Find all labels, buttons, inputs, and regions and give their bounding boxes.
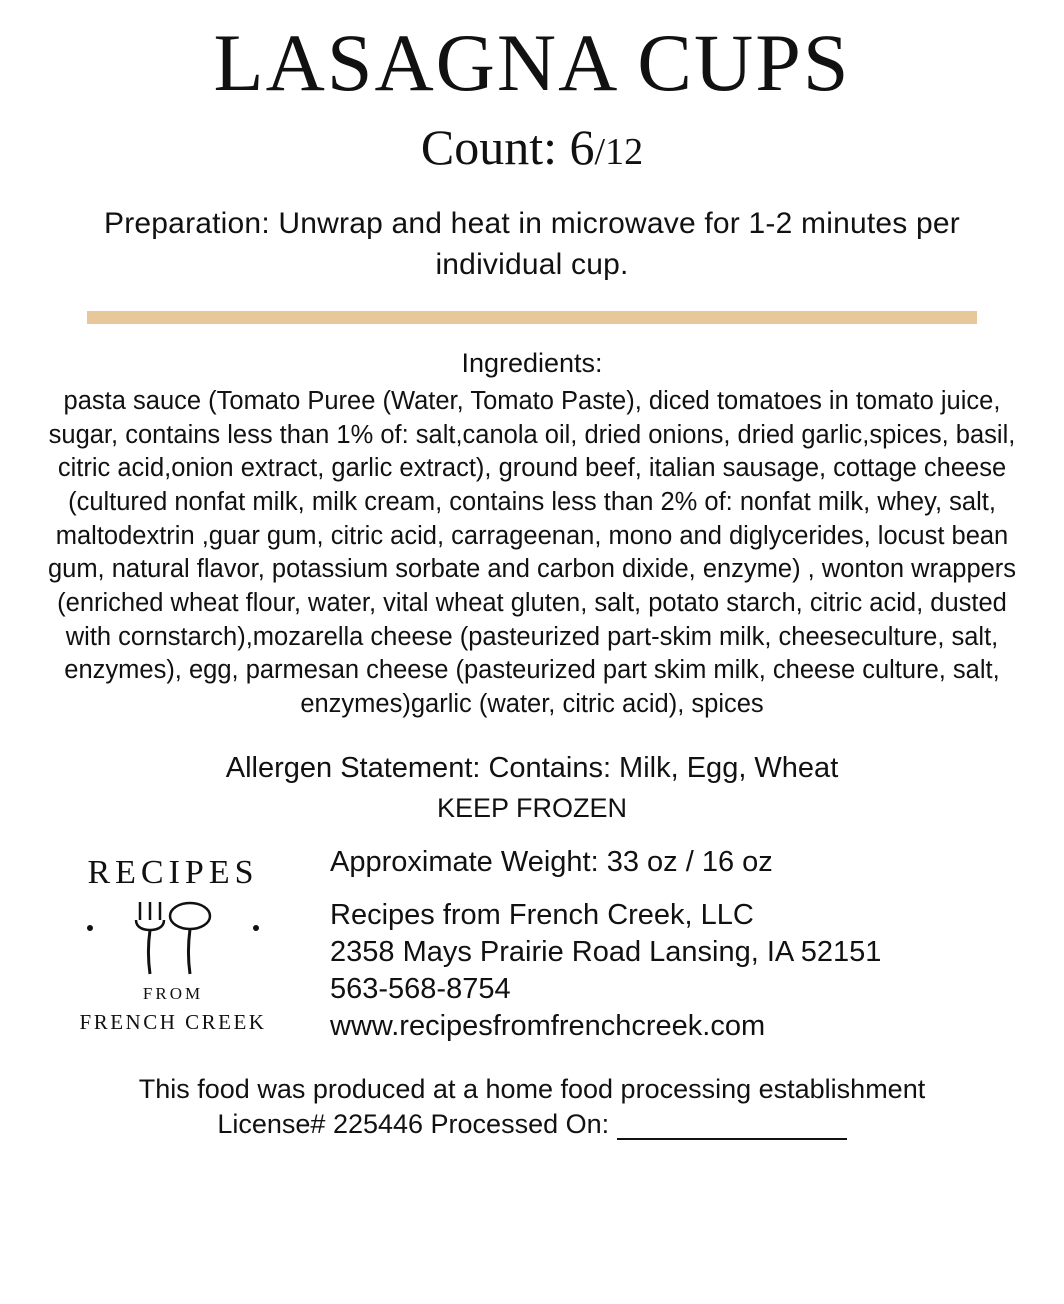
allergen-statement: Allergen Statement: Contains: Milk, Egg, Wheat [225, 751, 839, 784]
logo-wordmark: RECIPES [87, 853, 259, 891]
company-address: 2358 Mays Prairie Road Lansing, IA 52151 [330, 935, 882, 968]
ingredients-heading: Ingredients: [461, 348, 603, 378]
approximate-weight: Approximate Weight: 33 oz / 16 oz [330, 845, 773, 878]
count-value: 6 [569, 119, 595, 175]
preparation-instructions: Preparation: Unwrap and heat in microwave for 1-2 minutes per individual cup. [104, 207, 960, 281]
info-block [18, 846, 1046, 1045]
keep-frozen-notice: KEEP FROZEN [436, 792, 628, 823]
license-text: License# 225446 Processed On: [217, 1109, 610, 1140]
product-label [0, 17, 1064, 1304]
home-food-statement: This food was produced at a home food processing establishment [138, 1074, 926, 1104]
company-phone: 563-568-8754 [330, 972, 511, 1005]
logo-creek-text: FRENCH CREEK [79, 1009, 267, 1034]
license-line [18, 1109, 1046, 1140]
ingredients-text: pasta sauce (Tomato Puree (Water, Tomato Paste), diced tomatoes in tomato juice, sugar, contains less than 1% of: salt,canola oil, dried onions, dried garlic,spices, basil, citric acid,onion extract, garlic extract), ground beef, italian sausage, cottage cheese (cultured nonfat milk, milk cream, contains less than 2% of: nonfat milk, whey, salt, maltodextrin ,guar gum, citric acid, carrageenan, mono and diglycerides, locust bean gum, natural flavor, potassium sorbate and carbon dixide, enzyme) , wonton wrappers (enriched wheat flour, water, vital wheat gluten, salt, potato starch, citric acid, dusted with cornstarch),mozarella cheese (pasteurized part-skim milk, cheeseculture, salt, enzymes), egg, parmesan cheese (pasteurized part skim milk, cheese culture, salt, enzymes)garlic (water, citric acid), spices [47, 387, 1017, 718]
spoon-and-fork-icon [78, 894, 268, 980]
count-total: 12 [605, 131, 644, 173]
processed-on-blank[interactable] [617, 1116, 847, 1140]
divider [87, 311, 977, 324]
company-name: Recipes from French Creek, LLC [330, 898, 754, 931]
count-row [18, 118, 1046, 176]
company-info [298, 846, 1046, 1045]
count-separator: / [594, 131, 606, 173]
page-title: LASAGNA CUPS [213, 17, 851, 108]
company-website: www.recipesfromfrenchcreek.com [330, 1009, 766, 1042]
logo-from-text: FROM [142, 983, 204, 1003]
count-label: Count: [420, 119, 558, 175]
brand-logo [48, 846, 298, 1035]
